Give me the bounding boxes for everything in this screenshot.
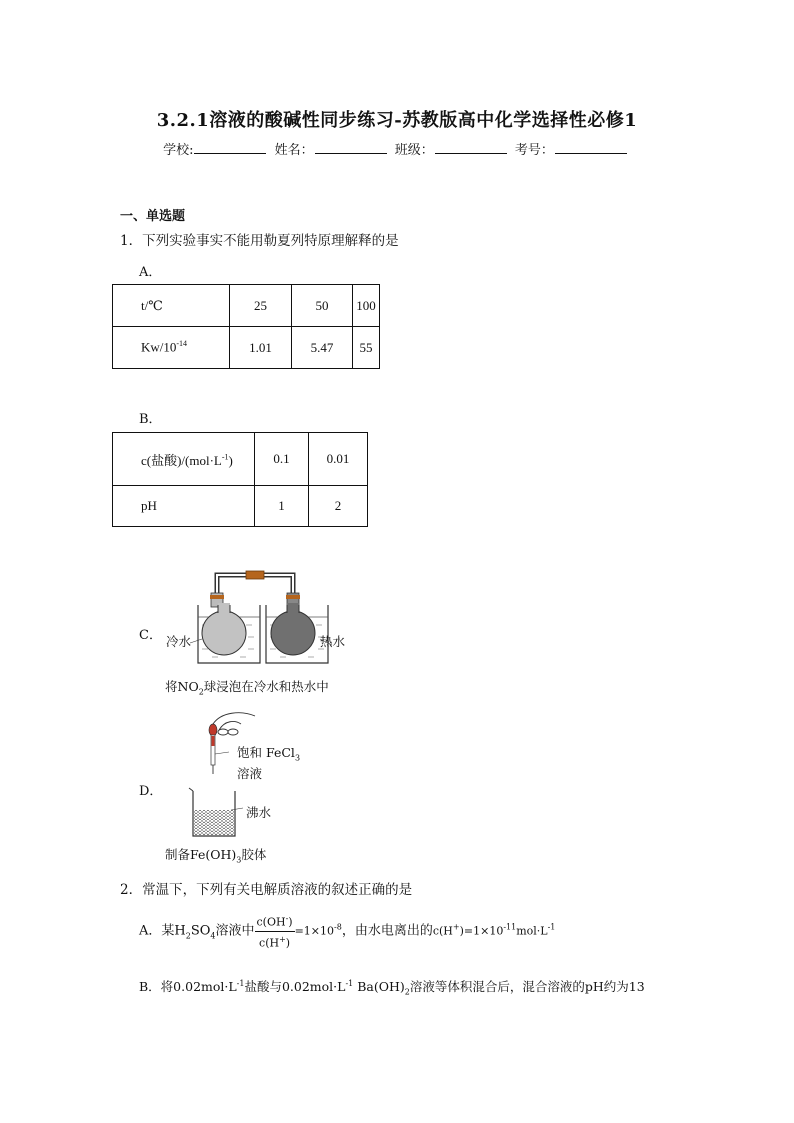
kw-label: Kw/10 [141,339,177,355]
q1-stem: 1．下列实验事实不能用勒夏列特原理解释的是 [120,233,399,249]
name-label: 姓名： [274,143,314,158]
conc-exponent: -1 [221,452,229,462]
q2b-t2: 盐酸与0.02mol·L [244,979,346,994]
q2a-chem-so: SO [190,923,211,939]
hot-water-label: 热水 [320,634,346,649]
solution-label: 溶液 [237,765,263,781]
conc-close: ) [228,452,233,468]
fecl3-label-sub: 3 [294,753,301,763]
table-b-cell: 0.01 [309,433,368,486]
fecl3-label-text: 饱和 FeCl [237,745,295,760]
table-b-cell: 0.1 [255,433,309,486]
q2-option-b [139,977,645,997]
q2-stem: 2．常温下，下列有关电解质溶液的叙述正确的是 [120,882,413,898]
student-info-line [0,139,794,158]
q2a-ch-exp: -11 [503,922,517,932]
caption-d-pre: 制备Fe(OH) [165,847,237,862]
q2a-den-text: c(H [259,936,280,950]
q1-table-b [112,432,368,527]
q2a-numerator: c(OH-) [255,911,295,932]
q2a-chem-sub2: 4 [210,931,216,941]
table-a-cell: 55 [353,327,380,369]
conc-label: c(盐酸)/(mol·L [141,452,222,468]
table-a-cell: 25 [230,285,292,327]
q2b-t3: Ba(OH) [353,979,405,994]
table-a-cell: 5.47 [292,327,353,369]
hand-icon [213,713,255,724]
name-blank[interactable] [315,141,387,154]
caption-c-post: 球浸泡在冷水和热水中 [203,679,329,694]
q2a-eq-exp: -8 [334,922,342,932]
page-title: 3.2.1溶液的酸碱性同步练习-苏教版高中化学选择性必修1 [156,110,638,131]
table-b-cell: 1 [255,486,309,527]
section-heading: 一、单选题 [120,209,186,224]
caption-c-pre: 将NO [165,679,199,694]
class-label: 班级： [394,143,434,158]
caption-c-sub: 2 [198,687,204,697]
q2a-num-text: c(OH [256,915,286,929]
q2b-t1-exp: -1 [236,978,245,988]
number-blank[interactable] [555,141,627,154]
fecl3-label [237,745,300,781]
q2-option-a [139,911,555,951]
q2a-label: A．某 [139,923,175,939]
q2a-unit: mol·L [516,924,548,938]
number-label: 考号： [514,143,554,158]
q2a-num-sup: - [285,914,289,923]
q2a-eq: =1×10 [294,924,335,938]
figure-c-caption [165,677,329,697]
q2b-t3-sub: 2 [404,987,410,997]
q2b-t4: 溶液等体积混合后，混合溶液的pH约为13 [409,979,645,994]
q1-option-c-label: C． [139,628,162,643]
q2b-t1: B．将0.02mol·L [139,979,237,994]
boiling-water-label: 沸水 [246,805,272,820]
q2a-ch-eq: )=1×10 [459,924,504,938]
q1-option-a-label: A． [139,265,162,280]
q1-option-b-label: B． [139,412,162,427]
table-a-row-label [113,327,230,369]
q2a-den-sup: + [279,934,286,944]
school-label: 学校: [163,143,194,158]
cold-water-label: 冷水 [166,634,192,649]
q2a-denominator: c(H+) [259,934,291,950]
q2a-chem-h: H [174,923,186,939]
table-a-cell: 100 [353,285,380,327]
table-b-cell: 2 [309,486,368,527]
caption-d-sub: 3 [236,855,242,865]
table-b-row-label [113,433,255,486]
figure-d-caption [165,845,266,865]
caption-d-post: 胶体 [241,847,267,862]
q1-table-a [112,284,380,369]
school-blank[interactable] [194,141,266,154]
q2a-ch-sup: + [452,922,460,932]
q2a-unit-exp: -1 [547,922,556,932]
clamp-icon [246,571,264,579]
no2-flasks-figure [160,565,360,670]
q1-option-d-label: D． [139,784,163,799]
q2a-chem-sub1: 2 [185,931,191,941]
q2a-ch: c(H [432,924,453,938]
table-b-row-label: pH [113,486,255,527]
q2a-tail: ，由水电离出的 [341,923,433,939]
class-blank[interactable] [435,141,507,154]
table-a-cell: 1.01 [230,327,292,369]
dropper-bulb-icon [209,724,217,736]
q2a-mid: 溶液中 [215,923,255,939]
table-a-cell: t/℃ [113,285,230,327]
table-a-cell: 50 [292,285,353,327]
q2b-t2-exp: -1 [345,978,354,988]
q2a-fraction [255,911,295,951]
kw-exponent: -14 [176,339,188,349]
